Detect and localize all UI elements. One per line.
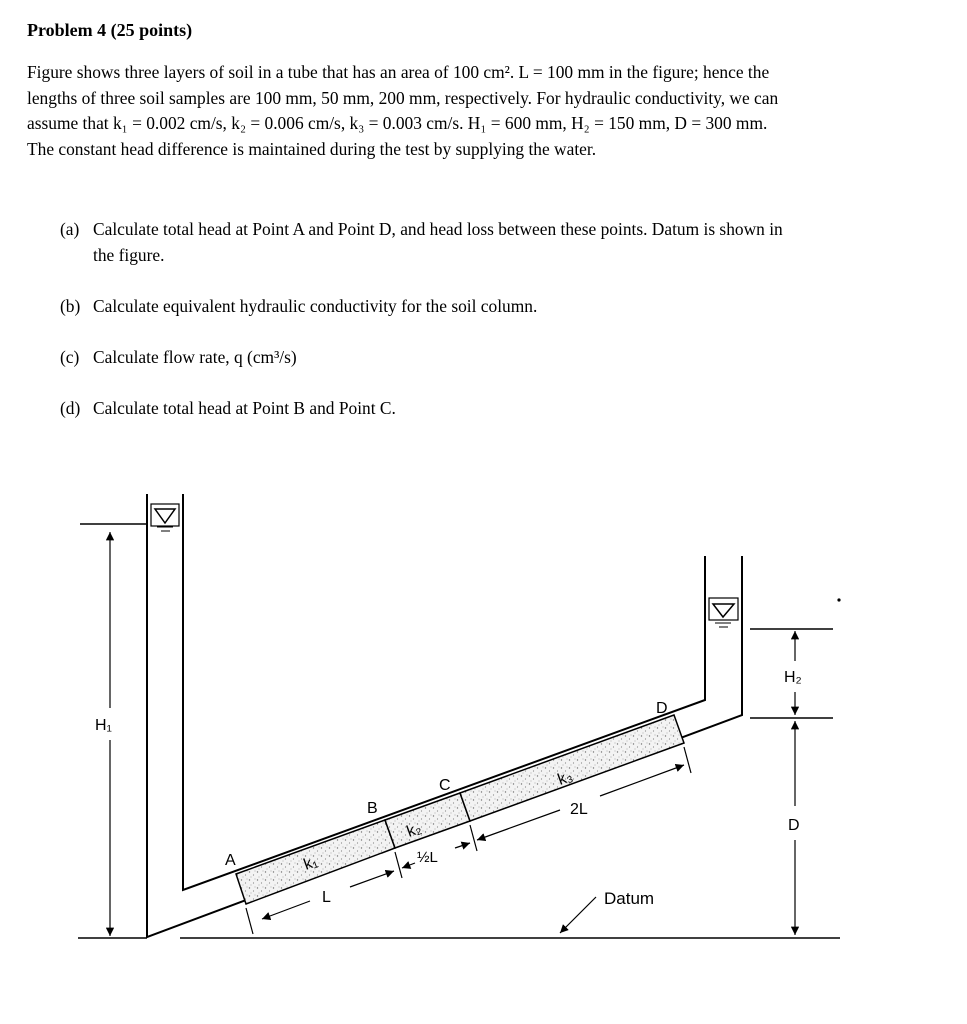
question-label: (c) [60, 347, 80, 367]
problem-title: Problem 4 (25 points) [27, 20, 193, 40]
question-text: Calculate total head at Point B and Point C. [93, 398, 396, 418]
k3-label: k₃ [555, 767, 576, 789]
tube-walls [147, 494, 742, 937]
question-text: Calculate equivalent hydraulic conductivity for the soil column. [93, 296, 538, 316]
k1-label: k₁ [301, 853, 320, 874]
question-a [60, 217, 920, 268]
label-h1: H₁ [95, 717, 112, 734]
permeameter-figure [0, 470, 967, 1024]
point-c-label: C [439, 777, 451, 794]
question-text: Calculate flow rate, q (cm³/s) [93, 347, 297, 367]
base-lines [78, 718, 840, 938]
point-a-label: A [225, 852, 236, 869]
question-d [60, 396, 920, 422]
water-level-right [709, 598, 833, 629]
statement-line: lengths of three soil samples are 100 mm, 50 mm, 200 mm, respectively. For hydraulic conductivity, we can [27, 87, 779, 108]
point-b-label: B [367, 800, 378, 817]
datum-pointer [560, 897, 596, 933]
question-b [60, 294, 920, 320]
datum-label: Datum [604, 889, 655, 908]
problem-statement [27, 60, 927, 162]
length-2l-label: 2L [570, 801, 588, 818]
question-label: (b) [60, 296, 81, 316]
statement-line: assume that k₁ = 0.002 cm/s, k₂ = 0.006 cm/s, k₃ = 0.003 cm/s. H₁ = 600 mm, H₂ = 150 mm, D = 300 mm. [27, 113, 768, 133]
length-half-l-label: ½L [417, 849, 438, 866]
k2-label: k₂ [404, 819, 424, 841]
question-text-continued: the figure. [93, 244, 165, 265]
question-label: (d) [60, 398, 81, 418]
water-surface-left-icon [155, 509, 175, 523]
point-d-label: D [656, 700, 668, 717]
statement-line: The constant head difference is maintained during the test by supplying the water. [27, 138, 597, 159]
question-text: Calculate total head at Point A and Point D, and head loss between these points. Datum is shown in [93, 219, 783, 239]
water-level-left [80, 504, 179, 531]
length-l-label: L [322, 889, 331, 906]
question-label: (a) [60, 219, 80, 239]
stray-dot [837, 598, 840, 601]
water-surface-right-icon [713, 604, 734, 617]
statement-line: Figure shows three layers of soil in a tube that has an area of 100 cm². L = 100 mm in the figure; hence the [27, 62, 770, 82]
soil-layers [236, 715, 684, 904]
label-h2: H₂ [784, 669, 802, 686]
label-d-dimension: D [788, 817, 800, 834]
question-c [60, 345, 920, 371]
